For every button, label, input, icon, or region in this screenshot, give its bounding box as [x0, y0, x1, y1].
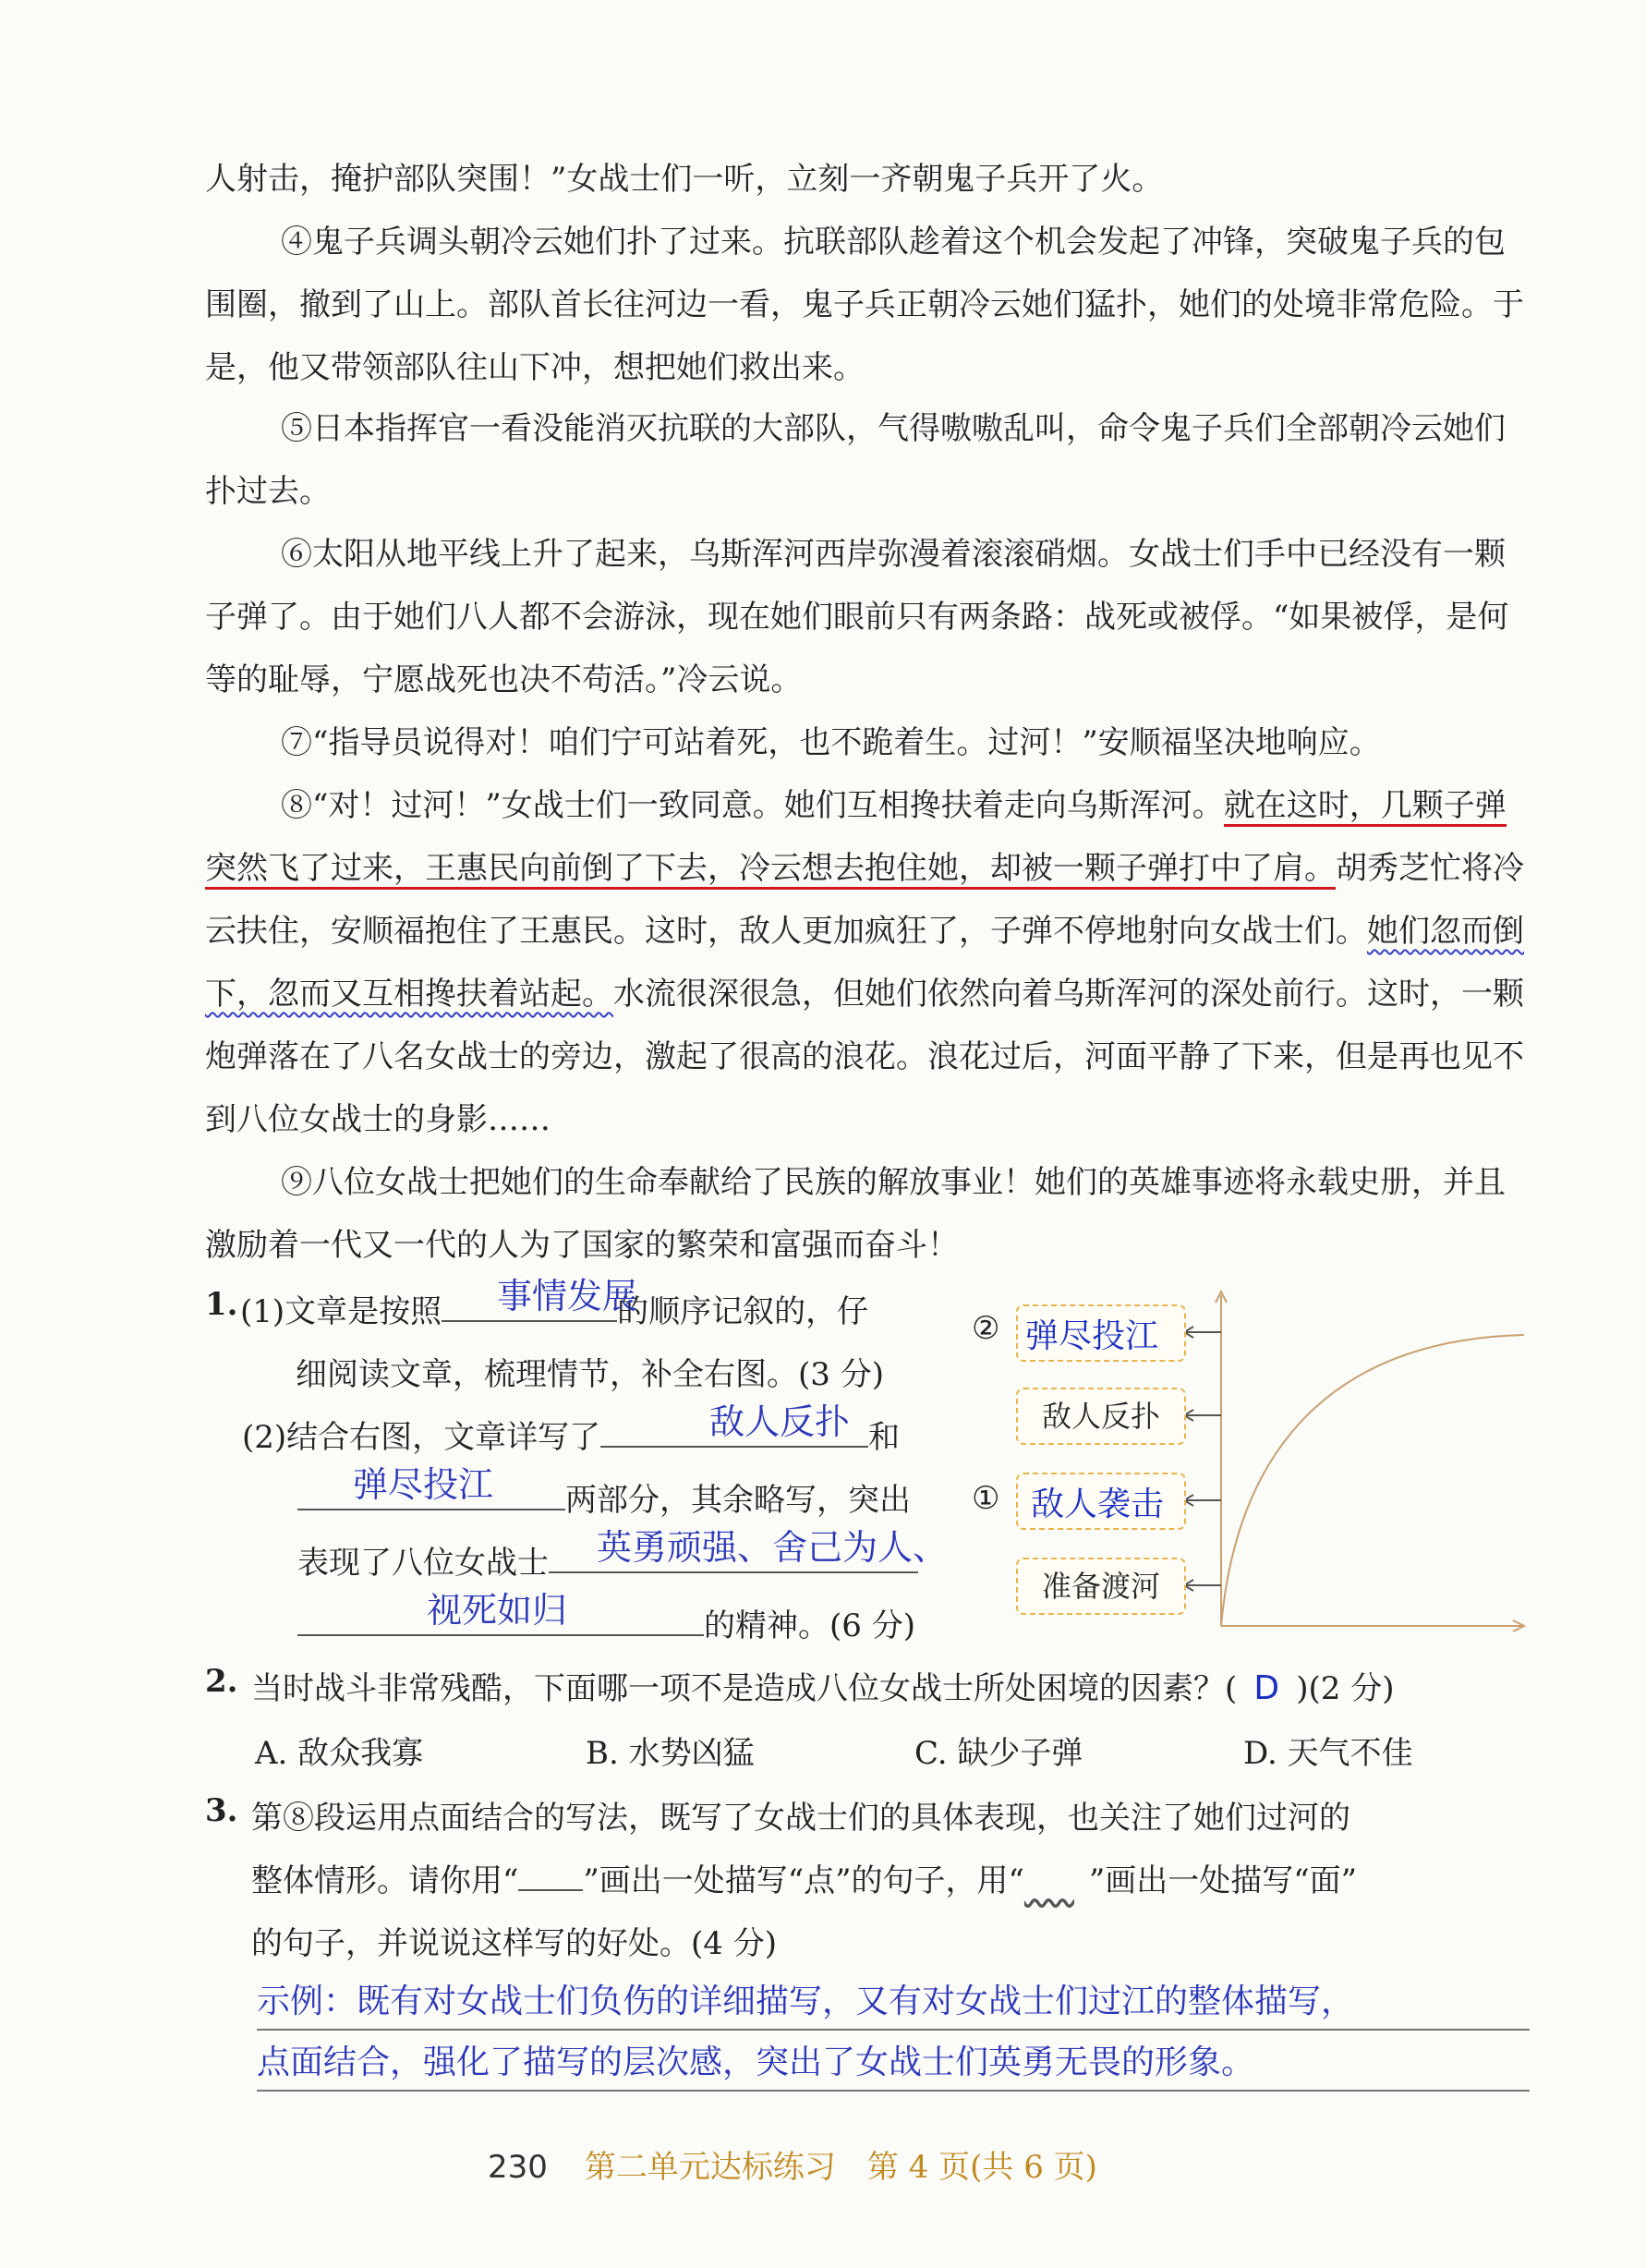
- q3-answer-line-1: 示例：既有对女战士们负伤的详细描写，又有对女战士们过江的整体描写，: [257, 1983, 1355, 2020]
- q3-answer-line-2: 点面结合，强化了描写的层次感，突出了女战士们英勇无畏的形象。: [257, 2044, 1255, 2081]
- question-1-number: 1.: [205, 1286, 238, 1323]
- paragraph-5: ⑤日本指挥官一看没能消灭抗联的大部队，气得嗷嗷乱叫，命令鬼子兵们全部朝冷云她们扑过去。: [205, 410, 1506, 510]
- diagram-box-2: 敌人反扑: [1016, 1388, 1186, 1445]
- point-description-underline: 就在这时，几颗子弹突然飞了过来，王惠民向前倒了下去，冷云想去抱住她，却被一颗子弹打中了肩。: [205, 787, 1507, 890]
- q1-part1-line2: 细阅读文章，梳理情节，补全右图。(3 分): [296, 1356, 884, 1393]
- q1-blank-5[interactable]: [297, 1634, 704, 1636]
- q1-blank-4[interactable]: [549, 1571, 918, 1573]
- paragraph-8-middle: 胡秀芝忙将冷云扶住，安顺福抱住了王惠民。这时，敌人更加疯狂了，子弹不停地射向女战士们。: [205, 850, 1524, 950]
- page-footer: [488, 2141, 1097, 2187]
- q3-text-c: ”画出一处描写“面”: [1088, 1862, 1358, 1899]
- diagram-box-4: 准备渡河: [1016, 1558, 1186, 1615]
- q1-part1-text-a: (1)文章是按照: [240, 1293, 442, 1330]
- diagram-curve: [1221, 1335, 1524, 1626]
- q1-part2-line4: [297, 1600, 915, 1645]
- question-3-number: 3.: [205, 1792, 238, 1829]
- diagram-box-1-answer: 弹尽投江: [1025, 1317, 1159, 1355]
- q2-stem: [251, 1663, 1395, 1708]
- paragraph-6: ⑥太阳从地平线上升了起来，乌斯浑河西岸弥漫着滚滚硝烟。女战士们手中已经没有一颗子弹了。由于她们八人都不会游泳，现在她们眼前只有两条路：战死或被俘。“如果被俘，是何等的耻辱，宁愿战死也决不苟活。”冷云说。: [205, 536, 1509, 698]
- q3-answer-rule-2[interactable]: [257, 2090, 1530, 2092]
- paragraph-8: [205, 774, 1526, 1151]
- q2-option-c[interactable]: C. 缺少子弹: [914, 1735, 1083, 1772]
- q3-straight-line-sample: [518, 1889, 583, 1891]
- q2-option-b[interactable]: B. 水势凶猛: [586, 1735, 755, 1772]
- q1-blank-1[interactable]: [442, 1320, 617, 1322]
- q1-answer-2c: 英勇顽强、舍己为人、: [597, 1527, 949, 1568]
- q3-text-b: ”画出一处描写“点”的句子，用“: [583, 1862, 1024, 1899]
- paragraph-4: ④鬼子兵调头朝冷云她们扑了过来。抗联部队趁着这个机会发起了冲锋，突破鬼子兵的包围圈，撤到了山上。部队首长往河边一看，鬼子兵正朝冷云她们猛扑，她们的处境非常危险。于是，他又带领部队往山下冲，想把她们救出来。: [205, 224, 1524, 386]
- q2-option-a[interactable]: A. 敌众我寡: [255, 1735, 424, 1772]
- paragraph-3-end: 人射击，掩护部队突围！”女战士们一听，立刻一齐朝鬼子兵开了火。: [205, 161, 1164, 198]
- q1-part1-text-b: 的顺序记叙的，仔: [617, 1293, 869, 1330]
- q1-answer-2b: 弹尽投江: [353, 1464, 494, 1505]
- q3-line-3: 的句子，并说说这样写的好处。(4 分): [251, 1925, 777, 1962]
- page-number: 230: [488, 2149, 548, 2186]
- q3-text-a: 整体情形。请你用“: [251, 1862, 519, 1899]
- paragraph-7: ⑦“指导员说得对！咱们宁可站着死，也不跪着生。过河！”安顺福坚决地响应。: [281, 724, 1381, 761]
- q2-text-a: 当时战斗非常残酷，下面哪一项不是造成八位女战士所处困境的因素？(: [251, 1670, 1238, 1707]
- q1-answer-2d: 视死如归: [427, 1590, 568, 1631]
- paragraph-9: ⑨八位女战士把她们的生命奉献给了民族的解放事业！她们的英雄事迹将永载史册，并且激励着一代又一代的人为了国家的繁荣和富强而奋斗！: [205, 1164, 1506, 1264]
- q3-line-2: [251, 1855, 1357, 1900]
- q1-answer-1: 事情发展: [497, 1276, 638, 1316]
- q3-answer-rule-1[interactable]: [257, 2029, 1530, 2031]
- q1-blank-3[interactable]: [297, 1509, 565, 1510]
- diagram-circle-2: ②: [972, 1310, 1000, 1347]
- q1-answer-2a: 敌人反扑: [709, 1401, 851, 1442]
- diagram-circle-1: ①: [972, 1480, 1000, 1517]
- q2-text-b: )(2 分): [1296, 1670, 1395, 1707]
- diagram-box-3-answer: 敌人袭击: [1031, 1486, 1165, 1523]
- paragraph-8-closing: 水流很深很急，但她们依然向着乌斯浑河的深处前行。这时，一颗炮弹落在了八名女战士的旁边，激起了很高的浪花。浪花过后，河面平静了下来，但是再也见不到八位女战士的身影……: [205, 976, 1524, 1138]
- q1-part2-text-b: 和: [868, 1419, 901, 1456]
- q1-part2-text-c: 两部分，其余略写，突出: [565, 1482, 911, 1519]
- q1-part2-text-a: (2)结合右图，文章详写了: [242, 1419, 601, 1456]
- surface-description-wavy: 她们忽而倒下，忽而又互相搀扶着站起。: [205, 913, 1524, 1013]
- question-2-number: 2.: [205, 1663, 238, 1700]
- q3-wavy-line-sample: [1024, 1862, 1089, 1899]
- footer-title: 第二单元达标练习 第 4 页(共 6 页): [584, 2149, 1097, 2186]
- q1-blank-2[interactable]: [600, 1446, 868, 1448]
- q2-option-d[interactable]: D. 天气不佳: [1243, 1735, 1413, 1772]
- paragraph-8-opening: ⑧“对！过河！”女战士们一致同意。她们互相搀扶着走向乌斯浑河。: [281, 787, 1224, 824]
- q1-part2-text-d: 表现了八位女战士: [297, 1545, 549, 1582]
- q3-line-1: 第⑧段运用点面结合的写法，既写了女战士们的具体表现，也关注了她们过河的: [251, 1800, 1350, 1837]
- q1-part2-text-e: 的精神。(6 分): [704, 1607, 915, 1644]
- q2-answer[interactable]: D: [1253, 1669, 1280, 1707]
